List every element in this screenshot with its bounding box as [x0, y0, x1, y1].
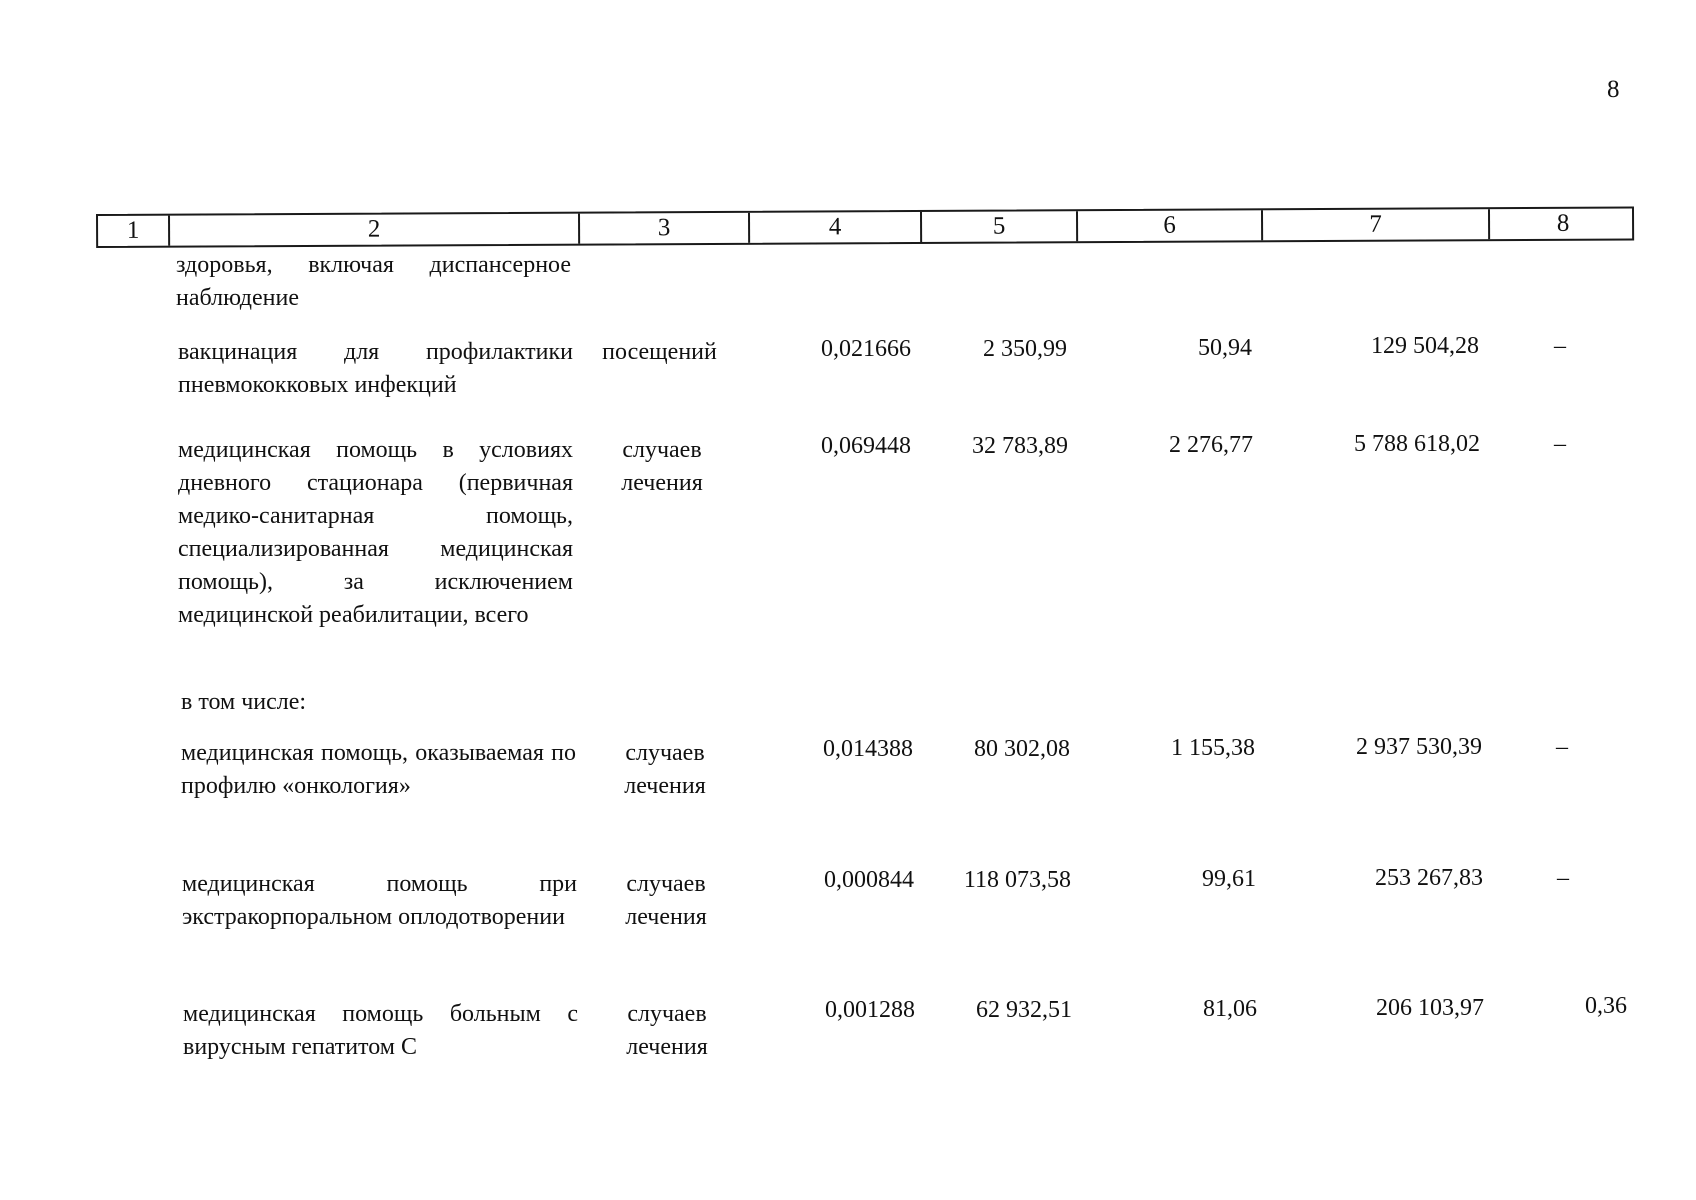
row-unit: случаев лечения: [621, 437, 703, 496]
row-col4: 0,069448: [821, 433, 911, 459]
row-name: медицинская помощь при экстракорпоральном оплодотворении: [182, 871, 577, 930]
row-unit: случаев лечения: [625, 871, 707, 930]
header-cell-4: 4: [750, 212, 922, 243]
table-header-row: [96, 206, 1634, 248]
row-name: медицинская помощь больным с вирусным гепатитом С: [183, 1001, 578, 1060]
row-col5: 2 350,99: [983, 336, 1067, 362]
subsection-label: в том числе:: [181, 689, 307, 715]
row-unit: случаев лечения: [626, 1001, 708, 1060]
header-cell-8: 8: [1556, 209, 1570, 237]
row-col8: –: [1554, 333, 1566, 359]
row-col6: 50,94: [1198, 335, 1252, 361]
row-col6: 1 155,38: [1171, 735, 1255, 761]
row-name: вакцинация для профилактики пневмококковых инфекций: [178, 339, 573, 398]
row-col6: 99,61: [1202, 866, 1256, 892]
page-number: 8: [1607, 76, 1620, 103]
row-unit: случаев лечения: [624, 740, 706, 799]
row-col7: 5 788 618,02: [1354, 431, 1480, 457]
header-cell-2: 2: [170, 214, 580, 246]
header-cell-7: 7: [1263, 209, 1490, 240]
row-col4: 0,014388: [823, 736, 913, 762]
row-col7: 206 103,97: [1376, 995, 1484, 1021]
row-col4: 0,001288: [825, 997, 915, 1023]
header-cell-1: 1: [98, 216, 170, 246]
row-col8: –: [1557, 865, 1569, 891]
row-col4: 0,021666: [821, 336, 911, 362]
row-col5: 118 073,58: [963, 867, 1071, 893]
continuation-text: здоровья, включая диспансерное наблюдение: [176, 252, 571, 311]
row-name: медицинская помощь в условиях дневного стационара (первичная медико-санитарная помощь, специализированная медицинская помощь), за исключением медицинской реабилитации, всего: [178, 437, 573, 628]
row-col8: 0,36: [1585, 993, 1627, 1019]
row-name: медицинская помощь, оказываемая по профилю «онкология»: [181, 740, 576, 799]
header-cell-6: 6: [1078, 210, 1263, 241]
row-col7: 253 267,83: [1375, 865, 1483, 891]
row-col6: 81,06: [1203, 996, 1257, 1022]
row-col5: 80 302,08: [974, 736, 1070, 762]
row-col8: –: [1556, 734, 1568, 760]
row-col4: 0,000844: [824, 867, 914, 893]
row-col7: 2 937 530,39: [1356, 734, 1482, 760]
row-col7: 129 504,28: [1371, 333, 1479, 359]
header-cell-5: 5: [922, 211, 1078, 242]
row-col5: 32 783,89: [972, 433, 1068, 459]
row-col5: 62 932,51: [976, 997, 1072, 1023]
header-cell-3: 3: [580, 213, 750, 244]
row-col6: 2 276,77: [1169, 432, 1253, 458]
row-unit: посещений: [602, 339, 717, 365]
row-col8: –: [1554, 431, 1566, 457]
